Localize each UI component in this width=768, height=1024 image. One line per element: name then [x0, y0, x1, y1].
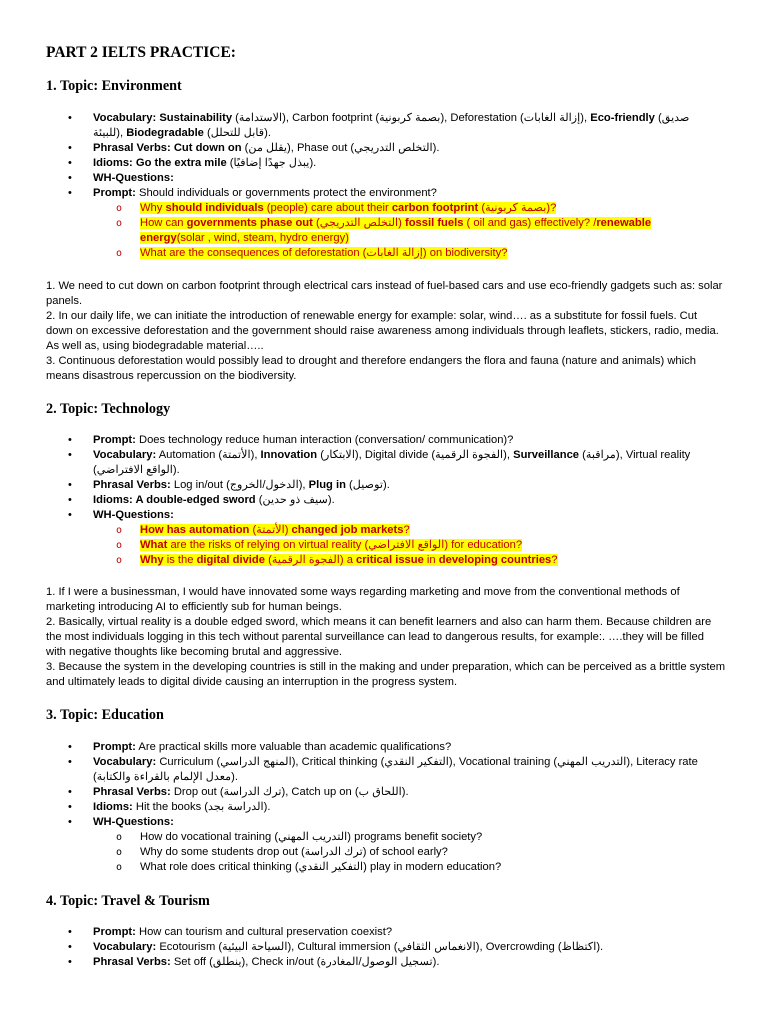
question-item: o How do vocational training (التدريب المهني) programs benefit society? [116, 830, 718, 845]
question-item: o What are the risks of relying on virtual reality (الواقع الافتراضي) for education? [116, 538, 718, 553]
question-item: o How can governments phase out (التخلص التدريجي) fossil fuels ( oil and gas) effectively? /renewable energy(solar , wind, steam, hydro energy) [116, 216, 718, 246]
answer-paragraph: 3. Continuous deforestation would possibly lead to drought and therefore endangers the flora and fauna (nature and animals) which means disastrous repercussion on the biodiversity. [46, 355, 696, 382]
question-item: o Why do some students drop out (ترك الدراسة) of school early? [116, 845, 718, 860]
vocabulary-item: • Vocabulary: Ecotourism (السياحة البيئية), Cultural immersion (الانغماس الثقافي), Overcrowding (اكتظاظ). [68, 940, 718, 955]
topic-heading-environment: 1. Topic: Environment [46, 78, 182, 94]
phrasal-verbs-item: • Phrasal Verbs: Drop out (ترك الدراسة), Catch up on (اللحاق ب). [68, 785, 718, 800]
prompt-item: • Prompt: Should individuals or governments protect the environment? o Why should individuals (people) care about their carbon footprint (بصمة كربونية)? o How can governments phase out (التخلص التدريجي) fossil fuels ( oil and gas) effectively? /renewable energy(solar , wind, steam, hydro energy) o What are the consequences of deforestation (إزالة الغابات) on biodiversity? [68, 186, 718, 261]
idioms-item: • Idioms: A double-edged sword (سيف ذو حدين). [68, 493, 718, 508]
question-item: o Why should individuals (people) care about their carbon footprint (بصمة كربونية)? [116, 201, 718, 216]
travel-tourism-list [68, 925, 718, 970]
vocabulary-item: • Vocabulary: Curriculum (المنهج الدراسي), Critical thinking (التفكير النقدي), Vocational training (التدريب المهني), Literacy rate (معدل الإلمام بالقراءة والكتابة). [68, 755, 718, 785]
question-list [93, 830, 718, 875]
answer-paragraph: 2. In our daily life, we can initiate the introduction of renewable energy for example: solar, wind…. as a substitute for fossil fuels. Cut down on excessive deforestation and the government should raise awareness among individuals through leaflets, stickers, radio, media. As well as, using biodegradable material….. [46, 310, 719, 352]
question-item: o What are the consequences of deforestation (إزالة الغابات) on biodiversity? [116, 246, 718, 261]
phrasal-verbs-item: • Phrasal Verbs: Set off (ينطلق), Check in/out (تسجيل الوصول/المغادرة). [68, 955, 718, 970]
answer-paragraph: 2. Basically, virtual reality is a double edged sword, which means it can benefit learners and also can harm them. Because children are the most individuals logging in this tech without parental surveillance can lead to dangerous results, for example:. ….they will be filled with negative thoughts like becoming brutal and aggressive. [46, 616, 712, 658]
idioms-item: • Idioms: Go the extra mile (يبذل جهدًا إضافيًا). [68, 156, 718, 171]
vocabulary-item: • Vocabulary: Sustainability (الاستدامة), Carbon footprint (بصمة كربونية), Deforestation (إزالة الغابات), Eco-friendly (صديق للبيئة), Biodegradable (قابل للتحلل). [68, 111, 718, 141]
prompt-item: • Prompt: Are practical skills more valuable than academic qualifications? [68, 740, 718, 755]
topic-heading-travel-tourism: 4. Topic: Travel & Tourism [46, 893, 210, 909]
vocabulary-item: • Vocabulary: Automation (الأتمتة), Innovation (الابتكار), Digital divide (الفجوة الرقمية), Surveillance (مراقبة), Virtual reality (الواقع الافتراضي). [68, 448, 718, 478]
answer-paragraph: 1. We need to cut down on carbon footprint through electrical cars instead of fuel-based cars and use eco-friendly gadgets such as: solar panels. [46, 280, 723, 307]
environment-list [68, 111, 718, 261]
education-list [68, 740, 718, 875]
answer-paragraph: 3. Because the system in the developing countries is still in the making and under preparation, which can be perceived as a brittle system and ultimately leads to digital divide causing an interruption in the progress system. [46, 661, 726, 688]
topic-heading-technology: 2. Topic: Technology [46, 401, 171, 417]
technology-answers [46, 585, 726, 690]
topic-heading-education: 3. Topic: Education [46, 707, 164, 723]
question-list [93, 201, 718, 261]
wh-questions-item: • WH-Questions: o How do vocational training (التدريب المهني) programs benefit society? o Why do some students drop out (ترك الدراسة) of school early? o What role does critical thinking (التفكير النقدي) play in modern education? [68, 815, 718, 875]
document-title: PART 2 IELTS PRACTICE: [46, 44, 236, 61]
answer-paragraph: 1. If I were a businessman, I would have innovated some ways regarding marketing and move from the conventional methods of marketing introducing AI to efficiently sub for human beings. [46, 586, 680, 613]
wh-questions-item: • WH-Questions: [68, 171, 718, 186]
idioms-item: • Idioms: Hit the books (الدراسة بجد). [68, 800, 718, 815]
question-item: o How has automation (الأتمتة) changed job markets? [116, 523, 718, 538]
environment-answers [46, 279, 726, 384]
technology-list [68, 433, 718, 568]
question-list [93, 523, 718, 568]
wh-questions-item: • WH-Questions: o How has automation (الأتمتة) changed job markets? o What are the risks of relying on virtual reality (الواقع الافتراضي) for education? o Why is the digital divide (الفجوة الرقمية) a critical issue in developing countries? [68, 508, 718, 568]
question-item: o Why is the digital divide (الفجوة الرقمية) a critical issue in developing countries? [116, 553, 718, 568]
phrasal-verbs-item: • Phrasal Verbs: Log in/out (الدخول/الخروج), Plug in (توصيل). [68, 478, 718, 493]
phrasal-verbs-item: • Phrasal Verbs: Cut down on (يقلل من), Phase out (التخلص التدريجي). [68, 141, 718, 156]
question-item: o What role does critical thinking (التفكير النقدي) play in modern education? [116, 860, 718, 875]
prompt-item: • Prompt: How can tourism and cultural preservation coexist? [68, 925, 718, 940]
prompt-item: • Prompt: Does technology reduce human interaction (conversation/ communication)? [68, 433, 718, 448]
